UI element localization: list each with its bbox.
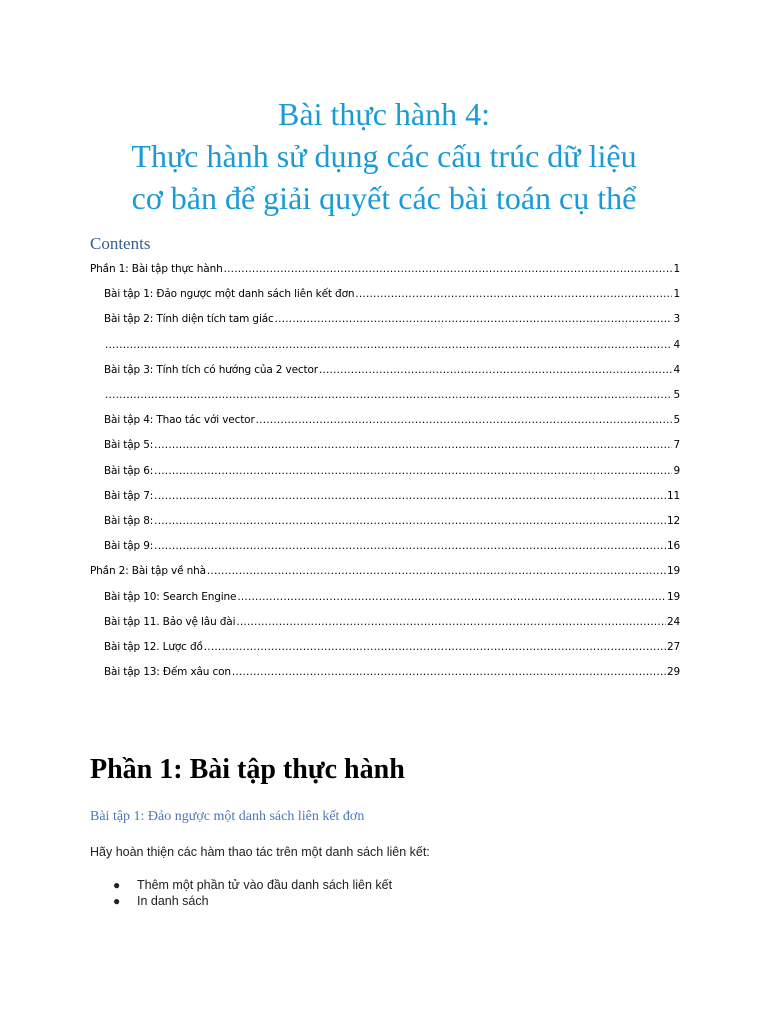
toc-entry-label: Phần 2: Bài tập về nhà xyxy=(90,565,206,578)
toc-exercise-entry xyxy=(104,462,680,480)
bullet-icon: ● xyxy=(113,894,121,908)
toc-exercise-entry xyxy=(104,386,680,404)
bullet-text: Thêm một phần tử vào đầu danh sách liên kết xyxy=(137,878,393,892)
toc-exercise-entry xyxy=(104,411,680,429)
section-heading: Phần 1: Bài tập thực hành xyxy=(90,754,405,785)
toc-exercise-entry xyxy=(104,361,680,379)
toc-exercise-entry xyxy=(104,285,680,303)
title-line-1: Bài thực hành 4: xyxy=(278,96,490,132)
toc-entry-label: Bài tập 12. Lược đồ xyxy=(104,641,203,653)
toc-page-number: 11 xyxy=(666,489,680,502)
toc-dot-leader xyxy=(237,588,666,606)
toc-dot-leader xyxy=(236,613,666,631)
toc-dot-leader xyxy=(256,411,673,429)
title-line-2: Thực hành sử dụng các cấu trúc dữ liệu xyxy=(131,138,637,174)
bullet-icon: ● xyxy=(113,878,121,892)
intro-paragraph: Hãy hoàn thiện các hàm thao tác trên một danh sách liên kết: xyxy=(90,845,430,859)
toc-exercise-entry xyxy=(104,336,680,354)
toc-page-number: 4 xyxy=(673,338,680,351)
toc-dot-leader xyxy=(204,638,666,656)
toc-dot-leader xyxy=(154,487,666,505)
toc-entry-label: Bài tập 8: xyxy=(104,515,154,527)
toc-dot-leader xyxy=(105,386,672,404)
toc-page-number: 27 xyxy=(666,641,680,653)
toc-exercise-entry xyxy=(104,663,680,681)
toc-page-number: 7 xyxy=(673,439,680,452)
bullet-item xyxy=(0,877,768,893)
toc-dot-leader xyxy=(224,260,673,278)
toc-page-number: 4 xyxy=(673,363,680,376)
toc-dot-leader xyxy=(154,462,672,480)
toc-page-number: 19 xyxy=(666,590,680,603)
toc-page-number: 9 xyxy=(673,464,680,477)
toc-exercise-entry xyxy=(104,487,680,505)
toc-entry-label: Phần 1: Bài tập thực hành xyxy=(90,263,223,275)
toc-page-number: 24 xyxy=(666,615,680,628)
toc-page-number: 1 xyxy=(673,288,680,301)
toc-exercise-entry xyxy=(104,537,680,555)
toc-dot-leader xyxy=(275,310,673,328)
bullet-item xyxy=(0,893,768,909)
document-title xyxy=(0,93,768,219)
toc-dot-leader xyxy=(105,336,672,354)
toc-dot-leader xyxy=(319,361,673,379)
toc-entry-label: Bài tập 3: Tính tích có hướng của 2 vector xyxy=(104,363,318,376)
toc-entry-label: Bài tập 1: Đảo ngược một danh sách liên kết đơn xyxy=(104,288,355,301)
toc-page-number: 19 xyxy=(666,565,680,578)
toc-page-number: 29 xyxy=(666,666,680,679)
toc-exercise-entry xyxy=(104,638,680,656)
exercise-subheading: Bài tập 1: Đảo ngược một danh sách liên kết đơn xyxy=(90,809,365,824)
toc-dot-leader xyxy=(154,537,666,555)
toc-dot-leader xyxy=(207,562,666,580)
toc-dot-leader xyxy=(355,285,672,303)
toc-entry-label: Bài tập 2: Tính diện tích tam giác xyxy=(104,313,274,326)
toc-entry-label: Bài tập 13: Đếm xâu con xyxy=(104,666,231,679)
toc-dot-leader xyxy=(154,436,672,454)
toc-exercise-entry xyxy=(104,310,680,328)
toc-page-number: 12 xyxy=(666,515,680,527)
contents-heading: Contents xyxy=(90,234,151,253)
toc-entry-label: Bài tập 10: Search Engine xyxy=(104,590,237,603)
bullet-text: In danh sách xyxy=(137,894,209,908)
toc-dot-leader xyxy=(154,512,666,530)
toc-dot-leader xyxy=(232,663,666,681)
toc-exercise-entry xyxy=(104,512,680,530)
toc-entry-label: Bài tập 9: xyxy=(104,540,154,553)
toc-entry-label: Bài tập 7: xyxy=(104,489,154,502)
toc-page-number: 3 xyxy=(673,313,680,326)
toc-page-number: 1 xyxy=(673,263,680,275)
toc-exercise-entry xyxy=(104,436,680,454)
title-line-3: cơ bản để giải quyết các bài toán cụ thể xyxy=(131,180,637,216)
toc-part-entry xyxy=(90,260,680,278)
bullet-list xyxy=(0,877,768,909)
toc-entry-label: Bài tập 11. Bảo vệ lâu đài xyxy=(104,615,236,628)
toc-part-entry xyxy=(90,562,680,580)
toc-exercise-entry xyxy=(104,613,680,631)
toc-exercise-entry xyxy=(104,588,680,606)
toc-page-number: 16 xyxy=(666,540,680,553)
toc-entry-label: Bài tập 6: xyxy=(104,464,154,477)
toc-page-number: 5 xyxy=(673,414,680,427)
toc-entry-label: Bài tập 5: xyxy=(104,439,154,452)
toc-page-number: 5 xyxy=(673,389,680,401)
toc-entry-label: Bài tập 4: Thao tác với vector xyxy=(104,414,255,427)
